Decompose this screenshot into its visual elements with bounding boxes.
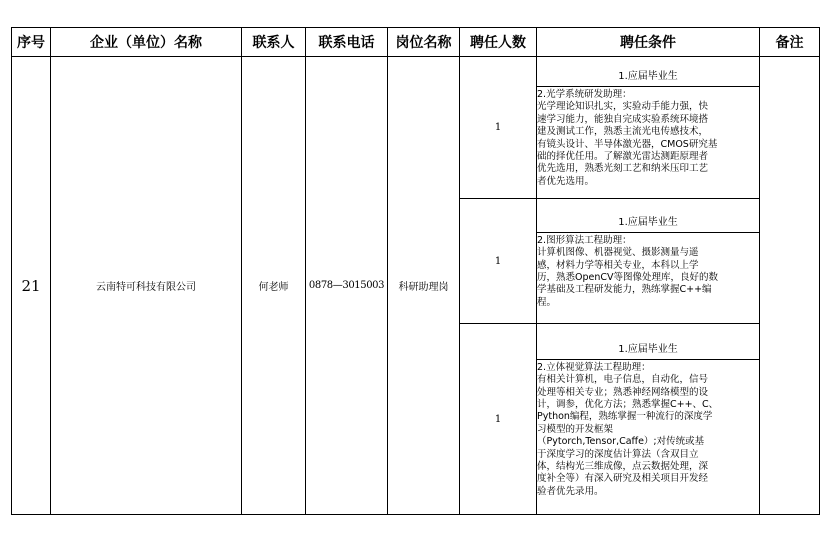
condition-line: Python编程，熟练掌握一种流行的深度学 [537, 411, 713, 423]
condition-line: 度补全等）有深入研究及相关项目开发经 [537, 473, 709, 485]
condition-line: 优先选用，熟悉光刻工艺和纳米压印工艺 [537, 163, 709, 175]
header-seq: 序号 [12, 28, 51, 57]
condition-line: 习模型的开发框架 [537, 423, 614, 435]
condition-title: 2.图形算法工程助理： [537, 234, 632, 246]
header-row [12, 28, 820, 57]
condition-line: （Pytorch,Tensor,Caffe）;对传统或基 [537, 436, 705, 448]
condition-line: 于深度学习的深度估计算法（含双目立 [537, 448, 699, 460]
condition-line: 者优先选用。 [537, 175, 595, 187]
header-hire-count: 聘任人数 [460, 28, 537, 57]
position-cell: 科研助理岗 [388, 57, 460, 515]
condition-line: 学基础及工程研发能力，熟练掌握C++编 [537, 284, 712, 296]
header-phone: 联系电话 [306, 28, 388, 57]
condition-line: 础的择优任用。了解激光雷达测距原理者 [537, 150, 709, 162]
condition-detail [537, 233, 759, 309]
condition-graduate: 1.应届毕业生 [537, 213, 759, 233]
condition-detail [537, 360, 759, 498]
condition-line: 验者优先录用。 [537, 485, 604, 497]
condition-line: 速学习能力，能独自完成实验系统环境搭 [537, 113, 709, 125]
hire-count-cell: 1 [460, 199, 537, 324]
condition-line: 程。 [537, 296, 557, 308]
header-contact: 联系人 [242, 28, 306, 57]
condition-line: 体，结构光三维成像，点云数据处理，深 [537, 461, 709, 473]
condition-cell [537, 324, 760, 515]
condition-line: 有相关计算机，电子信息，自动化，信号 [537, 374, 709, 386]
hire-count-cell: 1 [460, 324, 537, 515]
condition-line: 计算机图像、机器视觉、摄影测量与遥 [537, 247, 699, 259]
header-remark: 备注 [760, 28, 820, 57]
condition-line: 光学理论知识扎实，实验动手能力强，快 [537, 101, 709, 113]
company-cell: 云南特可科技有限公司 [51, 57, 242, 515]
condition-detail [537, 87, 759, 188]
condition-line: 历，熟悉OpenCV等图像处理库，良好的数 [537, 272, 719, 283]
condition-line: 处理等相关专业；熟悉神经网络模型的设 [537, 386, 709, 398]
condition-line: 建及测试工作，熟悉主流光电传感技术， [537, 126, 709, 138]
recruitment-table [11, 27, 820, 515]
condition-line: 计，调参，优化方法；熟悉掌握C++、C、 [537, 398, 719, 410]
seq-cell: 21 [12, 57, 51, 515]
table-row [12, 57, 820, 199]
condition-graduate: 1.应届毕业生 [537, 67, 759, 87]
header-conditions: 聘任条件 [537, 28, 760, 57]
condition-cell [537, 199, 760, 324]
condition-graduate: 1.应届毕业生 [537, 340, 759, 360]
header-company: 企业（单位）名称 [51, 28, 242, 57]
condition-line: 感，材料力学等相关专业，本科以上学 [537, 259, 699, 271]
phone-cell: 0878—3015003 [306, 57, 388, 515]
condition-title: 2.光学系统研发助理： [537, 88, 632, 100]
condition-cell [537, 57, 760, 199]
condition-title: 2.立体视觉算法工程助理： [537, 361, 651, 373]
header-position: 岗位名称 [388, 28, 460, 57]
hire-count-cell: 1 [460, 57, 537, 199]
contact-cell: 何老师 [242, 57, 306, 515]
condition-line: 有镜头设计、半导体激光器，CMOS研究基 [537, 138, 718, 150]
remark-cell [760, 57, 820, 515]
